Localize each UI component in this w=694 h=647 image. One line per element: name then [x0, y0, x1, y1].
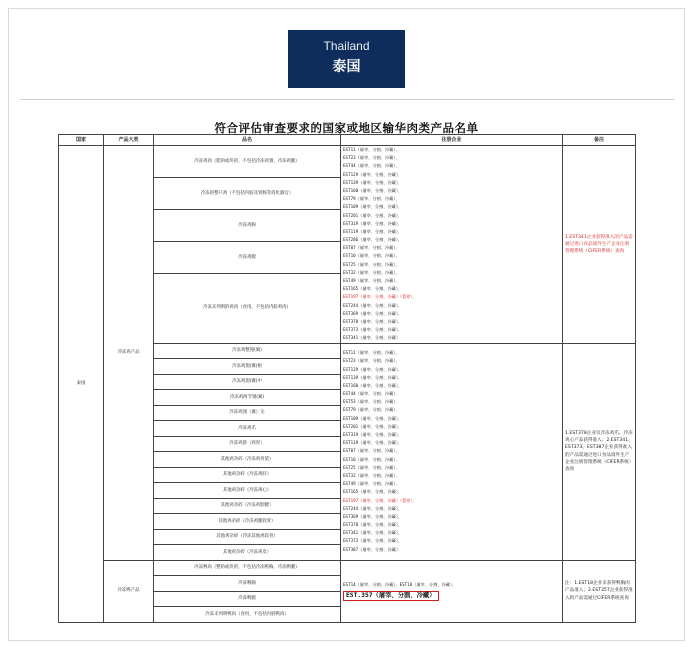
plant-entry: EST165（屠宰、分割、冷藏）、	[343, 286, 403, 292]
plant-entry: EST10（屠宰、分割、冷藏）、	[343, 456, 400, 462]
product-cell: 冷冻鸡整翅(翼)	[154, 343, 341, 359]
plant-entry: EST11（屠宰、分割、冷藏）、	[343, 147, 400, 152]
highlighted-plant-entry: EST.357（屠宰、分割、冷藏）	[343, 591, 439, 601]
plant-entry: EST341（屠宰、分割、冷藏）	[343, 335, 401, 341]
product-cell: 冷冻未列明鸭肉（食用，不包括内脏鸭肉）	[154, 607, 341, 623]
plant-entry: EST79（屠宰、分割、冷藏）、	[343, 196, 400, 202]
product-cell: 冷冻鸡爪	[154, 421, 341, 437]
plant-entry: EST139（屠宰、分割、冷藏）、	[343, 374, 403, 380]
plant-entry: EST387（屠宰、分割、冷藏）	[343, 546, 401, 552]
product-cell: 其他鸡杂碎（冷冻其他鸡软骨）	[154, 529, 341, 545]
plant-entry: EST341（屠宰、分割、冷藏）、	[343, 530, 403, 536]
product-cell: 其他鸡杂碎（冷冻鸡肝）	[154, 467, 341, 483]
plant-entry: EST44（屠宰、分割、冷藏）、	[343, 391, 400, 397]
product-cell: 冷冻鸭肉（整的或块的，不包括冷冻鸭胸、冷冻鸭腿）	[154, 560, 341, 576]
plant-entry: EST160（屠宰、分割、冷藏）、	[343, 382, 403, 388]
plant-entry: EST32（屠宰、分割、冷藏）、	[343, 269, 400, 275]
plant-entry: EST25（屠宰、分割、冷藏）、	[343, 261, 400, 267]
product-cell: 其他鸡杂碎（冷冻鸡皮）	[154, 545, 341, 561]
plants-cell-a	[341, 146, 563, 344]
plants-cell-duck	[341, 560, 563, 622]
plant-entry: EST25（屠宰、分割、冷藏）、	[343, 464, 400, 470]
plant-entry: EST201（屠宰、分割、冷藏）、	[343, 423, 403, 429]
plant-entry: EST129（屠宰、分割、冷藏）、	[343, 366, 403, 372]
plant-entry: EST119（屠宰、分割、冷藏）、	[343, 440, 403, 446]
plant-entry: EST32（屠宰、分割、冷藏）、	[343, 472, 400, 478]
col-header-remark: 备注	[563, 135, 636, 146]
col-header-product: 品名	[154, 135, 341, 146]
product-cell: 冷冻鸡胗（鸡胃）	[154, 436, 341, 452]
category-cell-chicken: 冷冻鸡产品	[104, 146, 154, 561]
plant-entry: EST378（屠宰、分割、冷藏）、	[343, 318, 403, 324]
divider	[20, 99, 674, 100]
plant-entry: EST197（屠宰、分割、冷藏）（暂停）、	[343, 294, 417, 300]
product-cell: 冷冻的整只鸡（不包括内脏及胃肠等消化器官）	[154, 177, 341, 209]
plant-entry: EST369（屠宰、分割、冷藏）、	[343, 513, 403, 519]
product-cell: 冷冻鸭腿	[154, 591, 341, 607]
plant-entry: EST160（屠宰、分割、冷藏）、	[343, 187, 403, 193]
product-cell: 冷冻鸡胸	[154, 209, 341, 241]
product-cell: 其他鸡杂碎（冷冻鸡心）	[154, 483, 341, 499]
plant-entry: EST49（屠宰、分割、冷藏）、	[343, 481, 400, 487]
plant-entry: EST139（屠宰、分割、冷藏）、	[343, 179, 403, 185]
product-cell: 冷冻鸡翅(翼)中	[154, 374, 341, 390]
product-cell: 冷冻鸡翅(翼)根	[154, 359, 341, 375]
country-name-en: Thailand	[323, 39, 370, 53]
product-cell: 冷冻未列明的鸡肉（食用，不包括内脏鸡肉）	[154, 273, 341, 343]
plant-entry: EST129（屠宰、分割、冷藏）、	[343, 171, 403, 177]
plant-entry: EST319（屠宰、分割、冷藏）、	[343, 432, 403, 438]
product-cell: 冷冻鸡翅（翼）尖	[154, 405, 341, 421]
product-cell: 冷冻鸭胸	[154, 576, 341, 592]
col-header-plants: 注册企业	[341, 135, 563, 146]
remark-cell-b: 1.EST378企业仅冷冻鸡爪、冷冻鸡心产品获得准入；2.EST341、EST373、EST387企业获得准入的产品需通过进口食品境外生产企业注册管理系统（CIFER系统）查询	[563, 343, 636, 560]
category-cell-duck: 冷冻鸭产品	[104, 560, 154, 622]
remark-cell-a: 1.EST341企业获得准入的产品需通过进口食品境外生产企业注册管理系统（CIFER系统）查询	[563, 146, 636, 344]
plant-entry: EST319（屠宰、分割、冷藏）、	[343, 220, 403, 226]
plant-entry: EST201（屠宰、分割、冷藏）、	[343, 212, 403, 218]
plant-entry: EST44（屠宰、分割、冷藏）、	[343, 163, 400, 169]
plant-entry: EST07（屠宰、分割、冷藏）、	[343, 245, 400, 251]
plant-entry: EST49（屠宰、分割、冷藏）、	[343, 278, 400, 283]
plant-entry: EST373（屠宰、分割、冷藏）、	[343, 327, 403, 333]
plant-entry: EST244（屠宰、分割、冷藏）、	[343, 302, 403, 308]
plant-entry: EST373（屠宰、分割、冷藏）、	[343, 538, 403, 544]
plant-entry: EST244（屠宰、分割、冷藏）、	[343, 505, 403, 511]
product-cell: 冷冻鸡腿	[154, 241, 341, 273]
plant-entry: EST109（屠宰、分割、冷藏）、	[343, 415, 403, 421]
plant-entry: EST07（屠宰、分割、冷藏）、	[343, 448, 400, 454]
plant-entry: EST369（屠宰、分割、冷藏）、	[343, 310, 403, 316]
product-cell: 其他鸡杂碎（冷冻鸡骨架）	[154, 452, 341, 468]
remark-cell-duck: 注：1.EST18企业未获得鸭胸肉产品准入；2.EST357企业获得准入的产品需通过CIFER系统查询	[563, 560, 636, 622]
plant-entry: EST79（屠宰、分割、冷藏）、	[343, 407, 400, 413]
plant-entry: EST14（屠宰、分割、冷藏）、EST18（屠宰、分割、冷藏）、	[343, 582, 457, 588]
plant-entry: EST109（屠宰、分割、冷藏）、	[343, 204, 403, 210]
table-title: 符合评估审查要求的国家或地区输华肉类产品名单	[214, 121, 479, 135]
product-cell: 冷冻鸡肉（脂的或块的，不包括冷冻鸡翅、冷冻鸡腿）	[154, 146, 341, 178]
plant-entry: EST10（屠宰、分割、冷藏）、	[343, 253, 400, 259]
plant-entry: EST23（屠宰、分割、冷藏）、	[343, 155, 400, 161]
country-name-cn: 泰国	[332, 59, 361, 75]
table-header-row	[59, 135, 636, 146]
product-cell: 冷冻鸡两节翅(翼)	[154, 390, 341, 406]
plant-entry: EST119（屠宰、分割、冷藏）、	[343, 228, 403, 234]
plants-cell-b	[341, 343, 563, 560]
col-header-category: 产品大类	[104, 135, 154, 146]
plant-entry: EST11（屠宰、分割、冷藏）、	[343, 350, 400, 356]
plant-entry: EST165（屠宰、分割、冷藏）、	[343, 489, 403, 495]
plant-entry: EST53（屠宰、分割、冷藏）、	[343, 399, 400, 405]
plant-entry: EST378（屠宰、分割、冷藏）、	[343, 522, 403, 528]
plant-entry: EST286（屠宰、分割、冷藏）、	[343, 237, 403, 243]
country-banner	[288, 30, 405, 88]
product-cell: 其他鸡杂碎（冷冻鸡脖腱）	[154, 498, 341, 514]
product-cell: 其他鸡杂碎（冷冻鸡腿软骨）	[154, 514, 341, 530]
plant-entry: EST23（屠宰、分割、冷藏）、	[343, 358, 400, 364]
country-cell: 泰国	[59, 146, 104, 623]
plant-entry: EST197（屠宰、分割、冷藏）（暂停）、	[343, 497, 417, 503]
col-header-country: 国家	[59, 135, 104, 146]
product-table	[58, 134, 636, 623]
